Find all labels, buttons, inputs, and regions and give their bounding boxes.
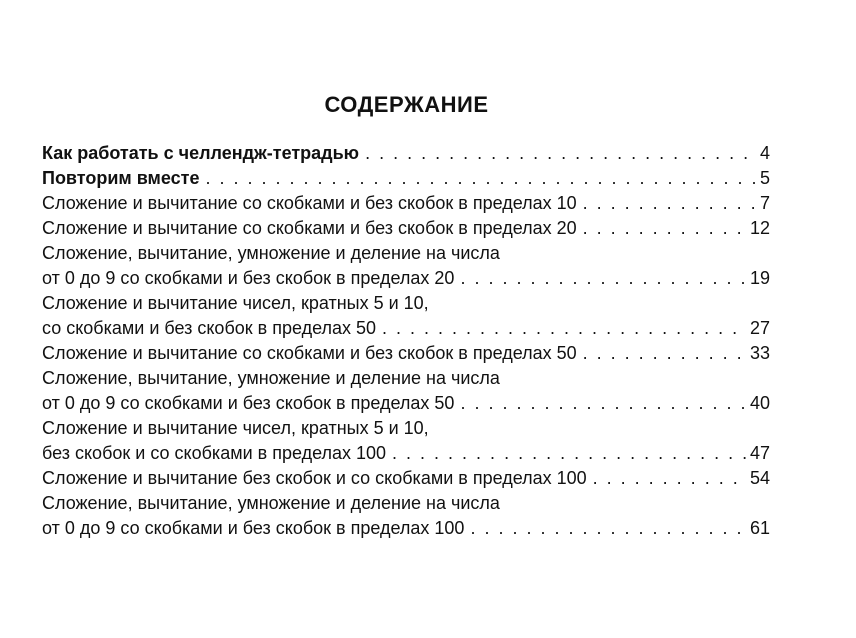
dot-leader: [470, 516, 746, 541]
toc-entry[interactable]: [42, 216, 770, 241]
dot-leader: [460, 266, 746, 291]
toc-entry-title: Сложение и вычитание со скобками и без скобок в пределах 20: [42, 218, 577, 238]
toc-entry[interactable]: [42, 241, 770, 291]
toc-entry[interactable]: [42, 341, 770, 366]
toc-entry-title: Повторим вместе: [42, 168, 200, 188]
toc-page-number: 27: [749, 318, 770, 338]
toc-entry-title: Сложение и вычитание чисел, кратных 5 и 10,: [42, 293, 429, 313]
toc-page-number: 54: [749, 468, 770, 488]
toc-entry-line-final: [42, 266, 770, 291]
toc-entry-title: Сложение и вычитание со скобками и без скобок в пределах 10: [42, 193, 577, 213]
toc-entry-line-final: [42, 166, 770, 191]
toc-entry-title: Сложение, вычитание, умножение и деление на числа: [42, 493, 500, 513]
toc-entry-line-final: [42, 191, 770, 216]
toc-page-number: 12: [749, 218, 770, 238]
dot-leader: [392, 441, 746, 466]
toc-entry-title: Сложение и вычитание чисел, кратных 5 и 10,: [42, 418, 429, 438]
toc-entry[interactable]: [42, 466, 770, 491]
toc-page-number: 5: [759, 168, 770, 188]
toc-entry-line-final: [42, 216, 770, 241]
toc-page-number: 47: [749, 443, 770, 463]
toc-entry-line-final: [42, 391, 770, 416]
toc-entry-line-final: [42, 516, 770, 541]
toc-entry-title: Сложение, вычитание, умножение и деление на числа: [42, 368, 500, 388]
dot-leader: [583, 191, 756, 216]
toc-entry-line: [42, 366, 770, 391]
dot-leader: [205, 166, 756, 191]
toc-entry-line: [42, 291, 770, 316]
toc-entry-title: от 0 до 9 со скобками и без скобок в пределах 20: [42, 268, 455, 288]
toc-entry-line-final: [42, 441, 770, 466]
toc-entry-title: Сложение и вычитание без скобок и со скобками в пределах 100: [42, 468, 587, 488]
toc-entry[interactable]: [42, 416, 770, 466]
dot-leader: [460, 391, 746, 416]
dot-leader: [593, 466, 746, 491]
dot-leader: [583, 216, 746, 241]
toc-page-number: 61: [749, 518, 770, 538]
toc-entry[interactable]: [42, 191, 770, 216]
toc-entry-line-final: [42, 316, 770, 341]
toc-entry-title: Сложение, вычитание, умножение и деление на числа: [42, 243, 500, 263]
toc-page-number: 33: [749, 343, 770, 363]
toc-page-number: 7: [759, 193, 770, 213]
toc-entry-line-final: [42, 466, 770, 491]
toc-entry-title: со скобками и без скобок в пределах 50: [42, 318, 377, 338]
toc-page-number: 40: [749, 393, 770, 413]
table-of-contents: [42, 141, 770, 541]
toc-entry-title: от 0 до 9 со скобками и без скобок в пределах 50: [42, 393, 455, 413]
toc-page-number: 4: [759, 143, 770, 163]
page-title: СОДЕРЖАНИЕ: [324, 92, 489, 117]
toc-entry-line: [42, 416, 770, 441]
dot-leader: [365, 141, 756, 166]
toc-entry-title: от 0 до 9 со скобками и без скобок в пределах 100: [42, 518, 465, 538]
toc-page-number: 19: [749, 268, 770, 288]
toc-entry-title: без скобок и со скобками в пределах 100: [42, 443, 387, 463]
toc-entry[interactable]: [42, 166, 770, 191]
toc-entry-line-final: [42, 341, 770, 366]
toc-entry[interactable]: [42, 141, 770, 166]
dot-leader: [382, 316, 746, 341]
toc-entry-title: Как работать с челлендж-тетрадью: [42, 143, 360, 163]
toc-entry-line: [42, 241, 770, 266]
dot-leader: [583, 341, 746, 366]
toc-entry-line: [42, 491, 770, 516]
toc-entry[interactable]: [42, 366, 770, 416]
toc-entry[interactable]: [42, 491, 770, 541]
toc-entry-title: Сложение и вычитание со скобками и без скобок в пределах 50: [42, 343, 577, 363]
toc-entry-line-final: [42, 141, 770, 166]
toc-entry[interactable]: [42, 291, 770, 341]
